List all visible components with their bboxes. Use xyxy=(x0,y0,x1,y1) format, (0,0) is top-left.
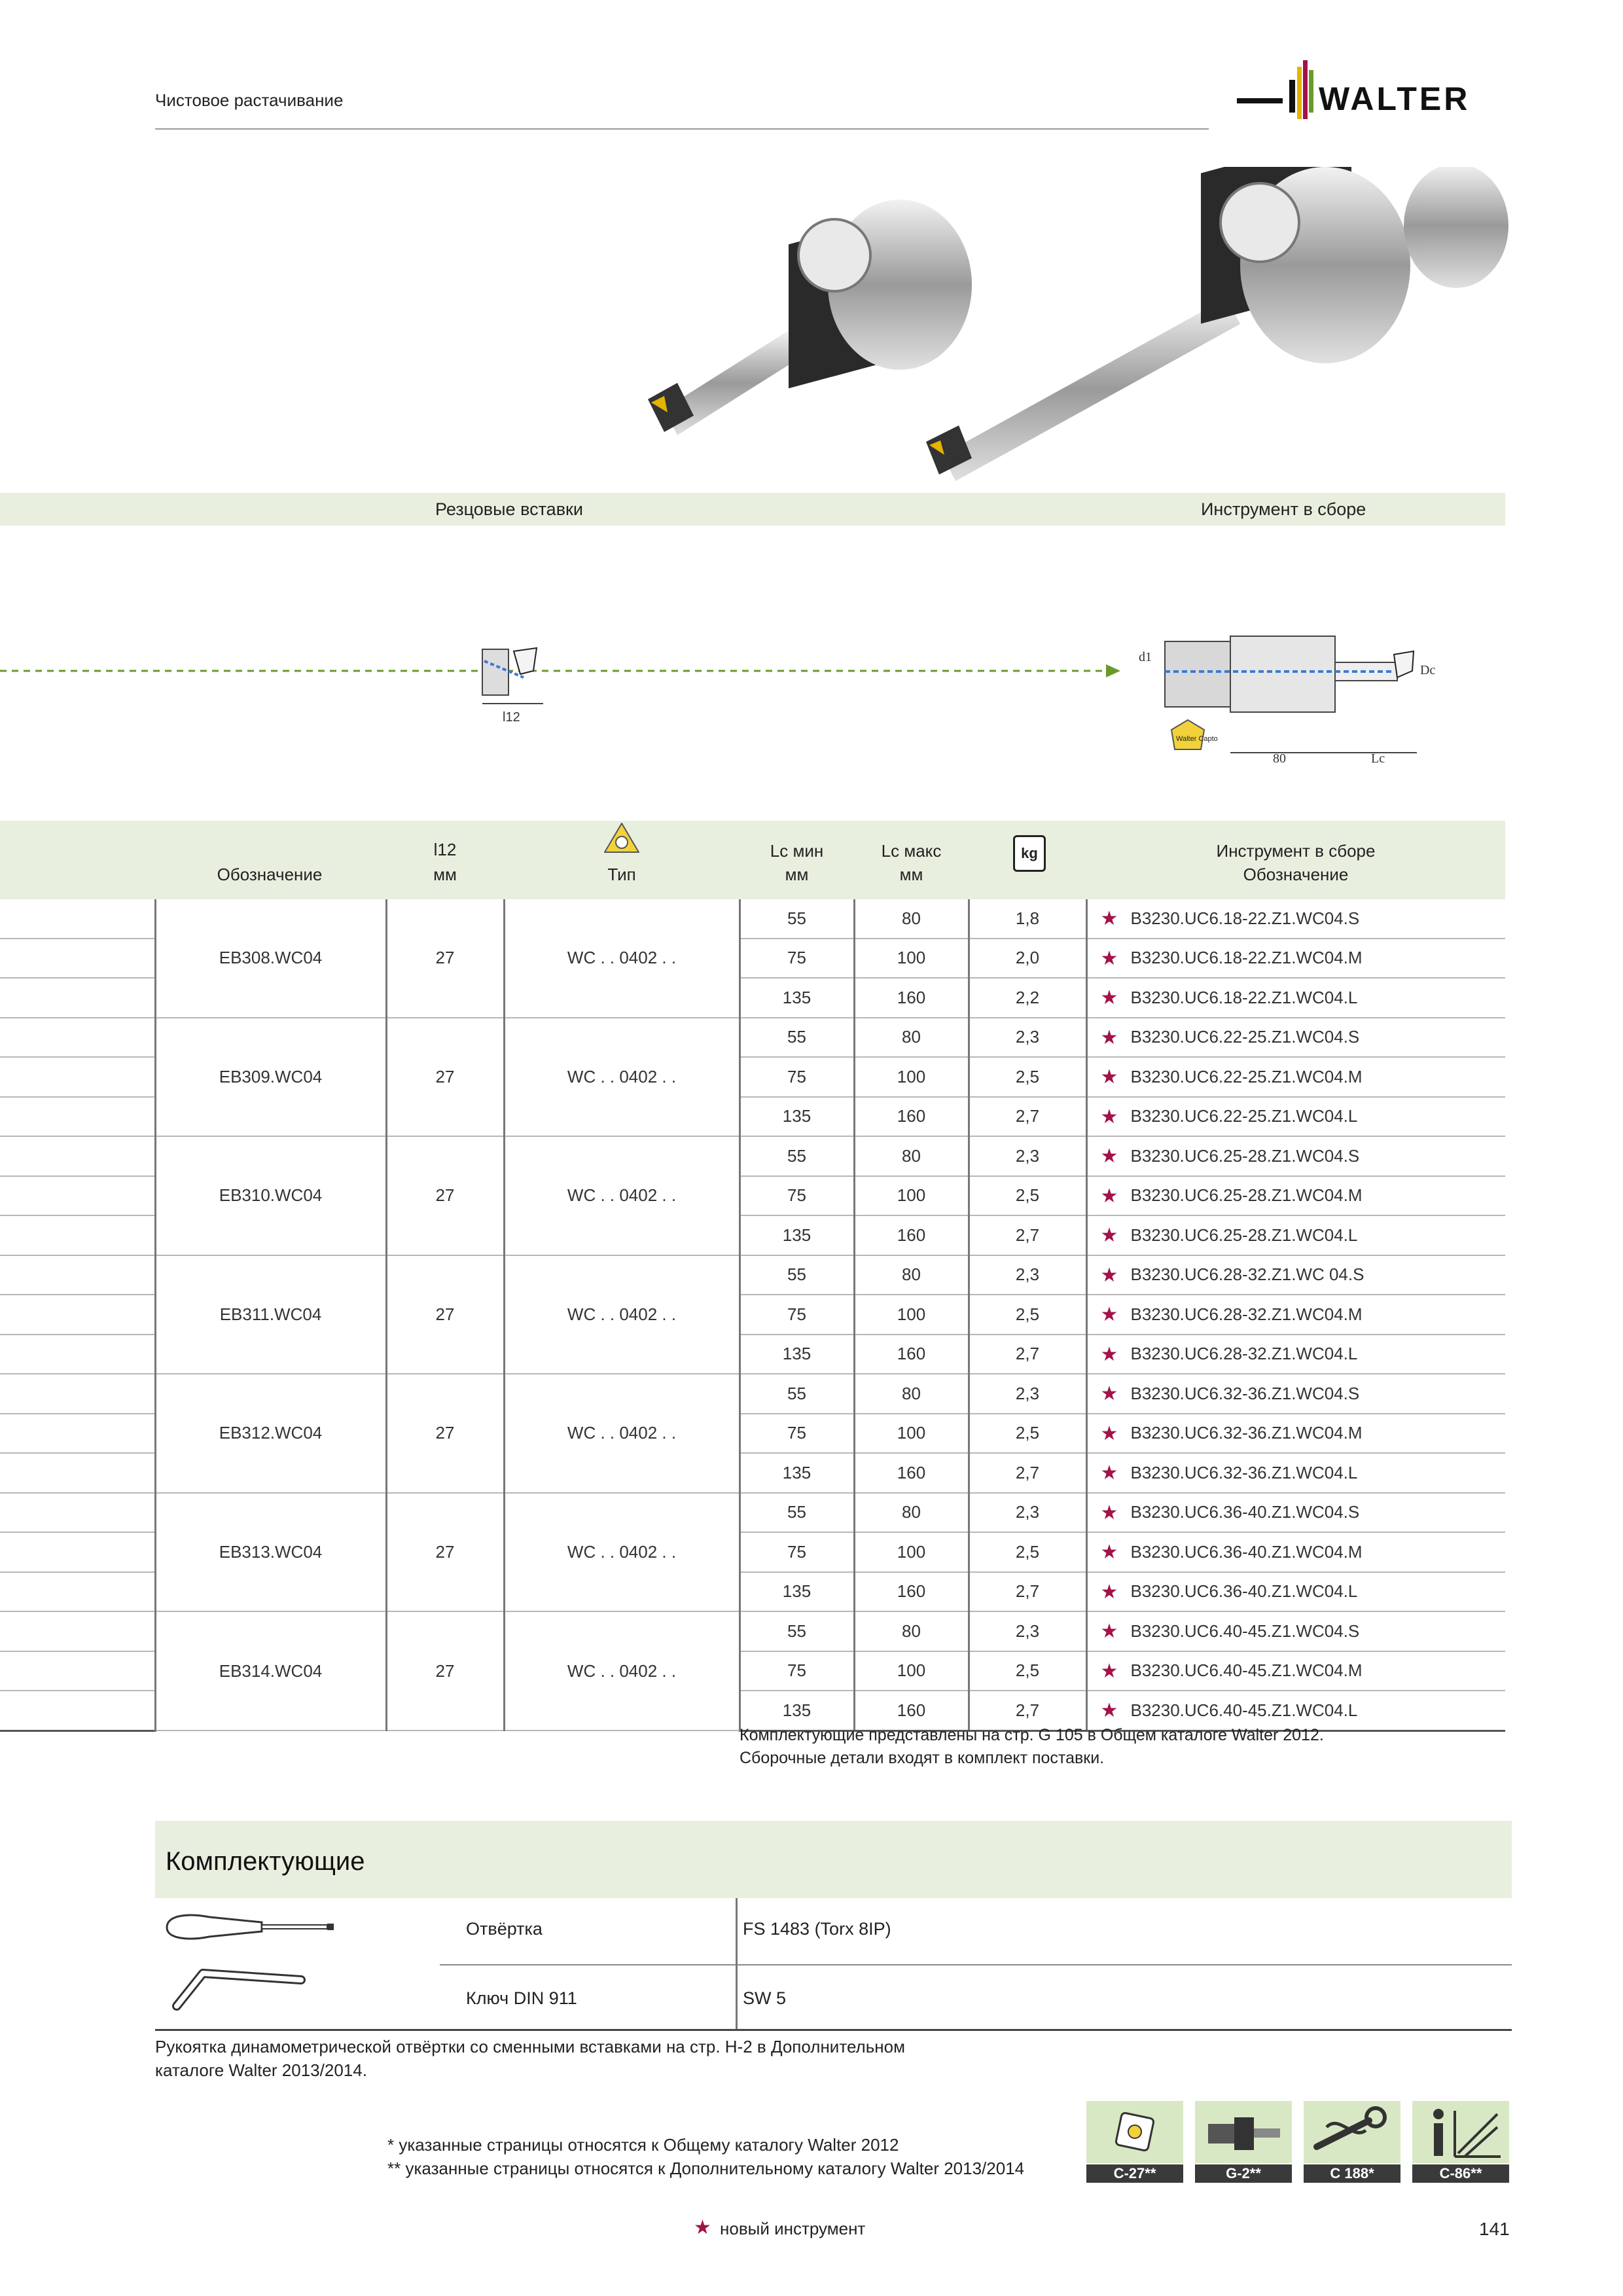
new-tool-star-icon: ★ xyxy=(694,2217,711,2238)
dim-lc: Lc xyxy=(1371,751,1385,766)
insert-l12: 27 xyxy=(386,1374,504,1493)
lc-min: 55 xyxy=(740,899,854,939)
lc-min: 55 xyxy=(740,1611,854,1651)
lc-min: 55 xyxy=(740,1136,854,1176)
assembly-order-number xyxy=(1086,1611,1505,1651)
row-margin xyxy=(0,978,155,1018)
assembly-order-number xyxy=(1086,899,1505,939)
new-tool-star-icon: ★ xyxy=(1100,1660,1118,1682)
order-number-text: B3230.UC6.18-22.Z1.WC04.L xyxy=(1130,987,1358,1007)
accessory-bottom-rule xyxy=(155,2029,1512,2031)
lc-max: 100 xyxy=(854,1295,969,1335)
lc-max: 80 xyxy=(854,1374,969,1414)
assembly-order-number xyxy=(1086,1215,1505,1255)
table-body xyxy=(0,899,1505,1731)
new-tool-star-icon: ★ xyxy=(1100,1304,1118,1325)
row-margin xyxy=(0,1611,155,1651)
order-number-text: B3230.UC6.32-36.Z1.WC04.L xyxy=(1130,1462,1358,1482)
accessory-name-2: Ключ DIN 911 xyxy=(466,1988,577,2008)
new-tool-star-icon: ★ xyxy=(1100,1422,1118,1444)
order-number-text: B3230.UC6.40-45.Z1.WC04.S xyxy=(1130,1621,1360,1641)
assembly-order-number xyxy=(1086,1335,1505,1374)
assembly-order-number xyxy=(1086,1097,1505,1137)
accessory-note-2: каталоге Walter 2013/2014. xyxy=(155,2060,367,2080)
insert-shape-icon xyxy=(602,821,641,857)
lc-min: 135 xyxy=(740,1572,854,1612)
lc-max: 160 xyxy=(854,1215,969,1255)
lc-min: 75 xyxy=(740,1176,854,1216)
assembly-order-number xyxy=(1086,1255,1505,1295)
insert-designation: EB313.WC04 xyxy=(155,1493,386,1612)
header-lcmin-unit: мм xyxy=(785,865,809,884)
new-tool-star-icon: ★ xyxy=(1100,1026,1118,1049)
row-margin xyxy=(0,1374,155,1414)
lc-max: 160 xyxy=(854,1335,969,1374)
section-title: Чистовое растачивание xyxy=(155,90,344,110)
brand-text: WALTER xyxy=(1319,81,1471,117)
weight-kg: 2,0 xyxy=(969,939,1086,978)
row-margin xyxy=(0,1572,155,1612)
new-tool-star-icon: ★ xyxy=(1100,1621,1118,1642)
row-margin xyxy=(0,1335,155,1374)
lc-min: 75 xyxy=(740,939,854,978)
new-tool-star-icon: ★ xyxy=(1100,1066,1118,1088)
note-line-2: Сборочные детали входят в комплект поставки. xyxy=(740,1749,1105,1767)
new-tool-star-icon: ★ xyxy=(1100,1225,1118,1246)
lc-min: 55 xyxy=(740,1018,854,1058)
page-number: 141 xyxy=(1479,2219,1510,2239)
accessory-note-1: Рукоятка динамометрической отвёртки со сменными вставками на стр. H-2 в Дополнительном xyxy=(155,2037,905,2056)
row-margin xyxy=(0,1057,155,1097)
header-lcmax-unit: мм xyxy=(899,865,923,884)
row-margin xyxy=(0,1295,155,1335)
lc-max: 80 xyxy=(854,1255,969,1295)
lc-max: 160 xyxy=(854,1691,969,1731)
lc-max: 160 xyxy=(854,1453,969,1493)
assembly-order-number xyxy=(1086,1532,1505,1572)
new-tool-star-icon: ★ xyxy=(1100,947,1118,969)
tool-short xyxy=(648,200,972,435)
badge-label-3: C 188* xyxy=(1304,2164,1400,2183)
row-margin xyxy=(0,1097,155,1137)
table-row xyxy=(0,1255,1505,1295)
lc-max: 100 xyxy=(854,1414,969,1454)
row-margin xyxy=(0,1255,155,1295)
insert-icon xyxy=(1086,2101,1183,2163)
lc-min: 75 xyxy=(740,1651,854,1691)
header-type: Тип xyxy=(607,865,636,884)
order-number-text: B3230.UC6.25-28.Z1.WC04.L xyxy=(1130,1225,1358,1245)
hex-key-icon xyxy=(177,1973,301,2006)
assembly-order-number xyxy=(1086,1453,1505,1493)
accessory-value-1: FS 1483 (Torx 8IP) xyxy=(743,1919,891,1939)
order-number-text: B3230.UC6.32-36.Z1.WC04.M xyxy=(1130,1423,1363,1443)
new-tool-star-icon: ★ xyxy=(1100,1185,1118,1207)
weight-kg: 2,5 xyxy=(969,1414,1086,1454)
reference-badge-tools[interactable] xyxy=(1304,2101,1400,2183)
row-margin xyxy=(0,1018,155,1058)
cartridge-drawing xyxy=(482,648,543,725)
info-icon xyxy=(1412,2101,1509,2163)
lc-min: 55 xyxy=(740,1493,854,1533)
reference-badge-inserts[interactable] xyxy=(1086,2101,1183,2183)
insert-designation: EB310.WC04 xyxy=(155,1136,386,1255)
new-tool-star-icon: ★ xyxy=(1100,908,1118,929)
weight-kg: 2,5 xyxy=(969,1532,1086,1572)
weight-kg: 2,5 xyxy=(969,1057,1086,1097)
lc-max: 100 xyxy=(854,1532,969,1572)
dim-d1: d1 xyxy=(1139,650,1152,664)
dim-l12: l12 xyxy=(503,710,520,725)
assembly-order-number xyxy=(1086,1374,1505,1414)
lc-max: 80 xyxy=(854,1018,969,1058)
row-margin xyxy=(0,1532,155,1572)
weight-kg: 2,3 xyxy=(969,1136,1086,1176)
assembly-order-number xyxy=(1086,1057,1505,1097)
assembly-order-number xyxy=(1086,1018,1505,1058)
reference-badge-holder[interactable] xyxy=(1195,2101,1292,2183)
band-assembly-label: Инструмент в сборе xyxy=(1201,499,1366,519)
weight-kg: 2,3 xyxy=(969,1611,1086,1651)
accessory-divider xyxy=(440,1964,1512,1965)
lc-max: 100 xyxy=(854,1176,969,1216)
header-l12-unit: мм xyxy=(433,865,457,884)
order-number-text: B3230.UC6.28-32.Z1.WC04.M xyxy=(1130,1304,1363,1324)
new-tool-star-icon: ★ xyxy=(1100,1343,1118,1365)
assembly-drawing xyxy=(1139,636,1435,766)
order-number-text: B3230.UC6.36-40.Z1.WC04.M xyxy=(1130,1541,1363,1562)
assembly-order-number xyxy=(1086,1691,1505,1731)
table-row xyxy=(0,899,1505,939)
header-lcmin: Lc мин xyxy=(770,841,824,861)
lc-min: 135 xyxy=(740,1335,854,1374)
assembly-order-number xyxy=(1086,1176,1505,1216)
table-row xyxy=(0,1136,1505,1176)
accessory-illustrations xyxy=(164,1908,366,2022)
lc-max: 80 xyxy=(854,1493,969,1533)
new-tool-star-icon: ★ xyxy=(1100,1264,1118,1286)
row-margin xyxy=(0,1651,155,1691)
lc-max: 100 xyxy=(854,939,969,978)
insert-type: WC . . 0402 . . xyxy=(504,1611,740,1731)
new-tool-star-icon: ★ xyxy=(1100,1383,1118,1405)
footnote-one-star: * указанные страницы относятся к Общему каталогу Walter 2012 xyxy=(387,2135,899,2155)
lc-min: 75 xyxy=(740,1414,854,1454)
lc-max: 80 xyxy=(854,899,969,939)
order-number-text: B3230.UC6.28-32.Z1.WC04.L xyxy=(1130,1344,1358,1364)
row-margin xyxy=(0,1215,155,1255)
insert-l12: 27 xyxy=(386,1255,504,1374)
new-tool-legend: новый инструмент xyxy=(720,2219,866,2238)
new-tool-star-icon: ★ xyxy=(1100,1462,1118,1484)
assembly-order-number xyxy=(1086,1651,1505,1691)
insert-designation: EB314.WC04 xyxy=(155,1611,386,1731)
order-number-text: B3230.UC6.22-25.Z1.WC04.M xyxy=(1130,1066,1363,1086)
product-photo xyxy=(638,167,1538,484)
order-number-text: B3230.UC6.22-25.Z1.WC04.S xyxy=(1130,1027,1360,1047)
row-margin xyxy=(0,1493,155,1533)
order-number-text: B3230.UC6.18-22.Z1.WC04.M xyxy=(1130,948,1363,968)
weight-kg: 2,3 xyxy=(969,1493,1086,1533)
new-tool-star-icon: ★ xyxy=(1100,1541,1118,1563)
insert-designation: EB312.WC04 xyxy=(155,1374,386,1493)
badge-label-4: C-86** xyxy=(1412,2164,1509,2183)
lc-max: 160 xyxy=(854,978,969,1018)
row-margin xyxy=(0,1414,155,1454)
order-number-text: B3230.UC6.40-45.Z1.WC04.L xyxy=(1130,1700,1358,1720)
order-number-text: B3230.UC6.36-40.Z1.WC04.S xyxy=(1130,1502,1360,1522)
lc-min: 135 xyxy=(740,1097,854,1137)
dim-dc: Dc xyxy=(1420,663,1436,677)
accessory-name-1: Отвёртка xyxy=(466,1919,543,1939)
table-header xyxy=(0,821,1505,899)
insert-type: WC . . 0402 . . xyxy=(504,1136,740,1255)
new-tool-star-icon: ★ xyxy=(1100,1700,1118,1721)
weight-kg: 2,7 xyxy=(969,1335,1086,1374)
tool-holder-icon xyxy=(1195,2101,1292,2163)
row-margin xyxy=(0,1136,155,1176)
lc-min: 75 xyxy=(740,1295,854,1335)
weight-kg: 2,2 xyxy=(969,978,1086,1018)
accessories-title: Комплектующие xyxy=(166,1847,365,1876)
weight-kg: 2,7 xyxy=(969,1453,1086,1493)
assembly-order-number xyxy=(1086,1493,1505,1533)
lc-min: 135 xyxy=(740,1691,854,1731)
weight-kg: 2,5 xyxy=(969,1295,1086,1335)
table-row xyxy=(0,1493,1505,1533)
insert-l12: 27 xyxy=(386,1611,504,1731)
lc-max: 100 xyxy=(854,1651,969,1691)
header-designation: Обозначение xyxy=(217,865,323,884)
new-tool-star-icon: ★ xyxy=(1100,1581,1118,1603)
table-row xyxy=(0,1018,1505,1058)
insert-l12: 27 xyxy=(386,1493,504,1612)
insert-l12: 27 xyxy=(386,899,504,1018)
lc-min: 55 xyxy=(740,1255,854,1295)
header-assembly-designation: Обозначение xyxy=(1243,865,1349,884)
order-number-text: B3230.UC6.18-22.Z1.WC04.S xyxy=(1130,908,1360,928)
lc-max: 80 xyxy=(854,1136,969,1176)
assembly-order-number xyxy=(1086,1136,1505,1176)
row-margin xyxy=(0,1453,155,1493)
order-number-text: B3230.UC6.25-28.Z1.WC04.S xyxy=(1130,1145,1360,1166)
insert-l12: 27 xyxy=(386,1136,504,1255)
order-number-text: B3230.UC6.28-32.Z1.WC 04.S xyxy=(1130,1265,1364,1285)
weight-kg: 2,7 xyxy=(969,1097,1086,1137)
assembly-order-number xyxy=(1086,978,1505,1018)
screwdriver-icon xyxy=(167,1915,334,1939)
table-row xyxy=(0,1611,1505,1651)
lc-min: 135 xyxy=(740,1215,854,1255)
insert-l12: 27 xyxy=(386,1018,504,1137)
weight-kg: 2,5 xyxy=(969,1651,1086,1691)
reference-badge-info[interactable] xyxy=(1412,2101,1509,2183)
weight-kg: 1,8 xyxy=(969,899,1086,939)
dim-80: 80 xyxy=(1273,751,1286,766)
row-margin xyxy=(0,939,155,978)
insert-designation: EB309.WC04 xyxy=(155,1018,386,1137)
badge-label-1: C-27** xyxy=(1086,2164,1183,2183)
row-margin xyxy=(0,1176,155,1216)
order-number-text: B3230.UC6.40-45.Z1.WC04.M xyxy=(1130,1660,1363,1681)
new-tool-star-icon: ★ xyxy=(1100,1105,1118,1128)
assembly-order-number xyxy=(1086,1295,1505,1335)
capto-badge: Walter Capto xyxy=(1176,735,1218,743)
order-number-text: B3230.UC6.32-36.Z1.WC04.S xyxy=(1130,1383,1360,1403)
header-divider xyxy=(155,128,1209,130)
insert-type: WC . . 0402 . . xyxy=(504,1493,740,1612)
lc-max: 100 xyxy=(854,1057,969,1097)
header-lcmax: Lc макс xyxy=(881,841,942,861)
lc-min: 135 xyxy=(740,1453,854,1493)
weight-kg: 2,5 xyxy=(969,1176,1086,1216)
accessories-band xyxy=(155,1821,1512,1898)
insert-designation: EB311.WC04 xyxy=(155,1255,386,1374)
weight-kg: 2,7 xyxy=(969,1691,1086,1731)
new-tool-star-icon: ★ xyxy=(1100,1145,1118,1167)
tool-long xyxy=(926,167,1508,481)
new-tool-star-icon: ★ xyxy=(1100,1501,1118,1524)
assembly-order-number xyxy=(1086,1572,1505,1612)
lc-min: 75 xyxy=(740,1532,854,1572)
section-band xyxy=(0,493,1505,526)
insert-type: WC . . 0402 . . xyxy=(504,899,740,1018)
lc-max: 80 xyxy=(854,1611,969,1651)
table-row xyxy=(0,1374,1505,1414)
weight-kg: 2,3 xyxy=(969,1255,1086,1295)
lc-min: 55 xyxy=(740,1374,854,1414)
insert-designation: EB308.WC04 xyxy=(155,899,386,1018)
lc-min: 75 xyxy=(740,1057,854,1097)
new-tool-star-icon: ★ xyxy=(1100,987,1118,1009)
wrench-icon xyxy=(1304,2101,1400,2163)
row-margin xyxy=(0,899,155,939)
weight-kg: 2,7 xyxy=(969,1572,1086,1612)
order-number-text: B3230.UC6.25-28.Z1.WC04.M xyxy=(1130,1185,1363,1206)
assembly-order-number xyxy=(1086,1414,1505,1454)
lc-max: 160 xyxy=(854,1572,969,1612)
weight-kg: 2,3 xyxy=(969,1374,1086,1414)
lc-min: 135 xyxy=(740,978,854,1018)
insert-type: WC . . 0402 . . xyxy=(504,1018,740,1137)
weight-kg: 2,7 xyxy=(969,1215,1086,1255)
order-number-text: B3230.UC6.36-40.Z1.WC04.L xyxy=(1130,1581,1358,1602)
note-line-1: Комплектующие представлены на стр. G 105 в Общем каталоге Walter 2012. xyxy=(740,1726,1324,1744)
assembly-order-number xyxy=(1086,939,1505,978)
band-inserts-label: Резцовые вставки xyxy=(435,499,583,519)
weight-icon: kg xyxy=(1013,835,1046,872)
order-number-text: B3230.UC6.22-25.Z1.WC04.L xyxy=(1130,1106,1358,1126)
header-l12: l12 xyxy=(433,840,457,859)
accessory-column-divider xyxy=(736,1898,738,2029)
schematic-drawing xyxy=(0,622,1440,772)
insert-type: WC . . 0402 . . xyxy=(504,1255,740,1374)
footnote-two-star: ** указанные страницы относятся к Дополнительному каталогу Walter 2013/2014 xyxy=(387,2159,1025,2178)
accessory-value-2: SW 5 xyxy=(743,1988,787,2008)
badge-label-2: G-2** xyxy=(1195,2164,1292,2183)
row-margin xyxy=(0,1691,155,1731)
lc-max: 160 xyxy=(854,1097,969,1137)
insert-type: WC . . 0402 . . xyxy=(504,1374,740,1493)
walter-logo xyxy=(1237,60,1512,126)
weight-kg: 2,3 xyxy=(969,1018,1086,1058)
tool-table xyxy=(0,899,1505,1732)
header-assembly: Инструмент в сборе xyxy=(1216,841,1376,861)
